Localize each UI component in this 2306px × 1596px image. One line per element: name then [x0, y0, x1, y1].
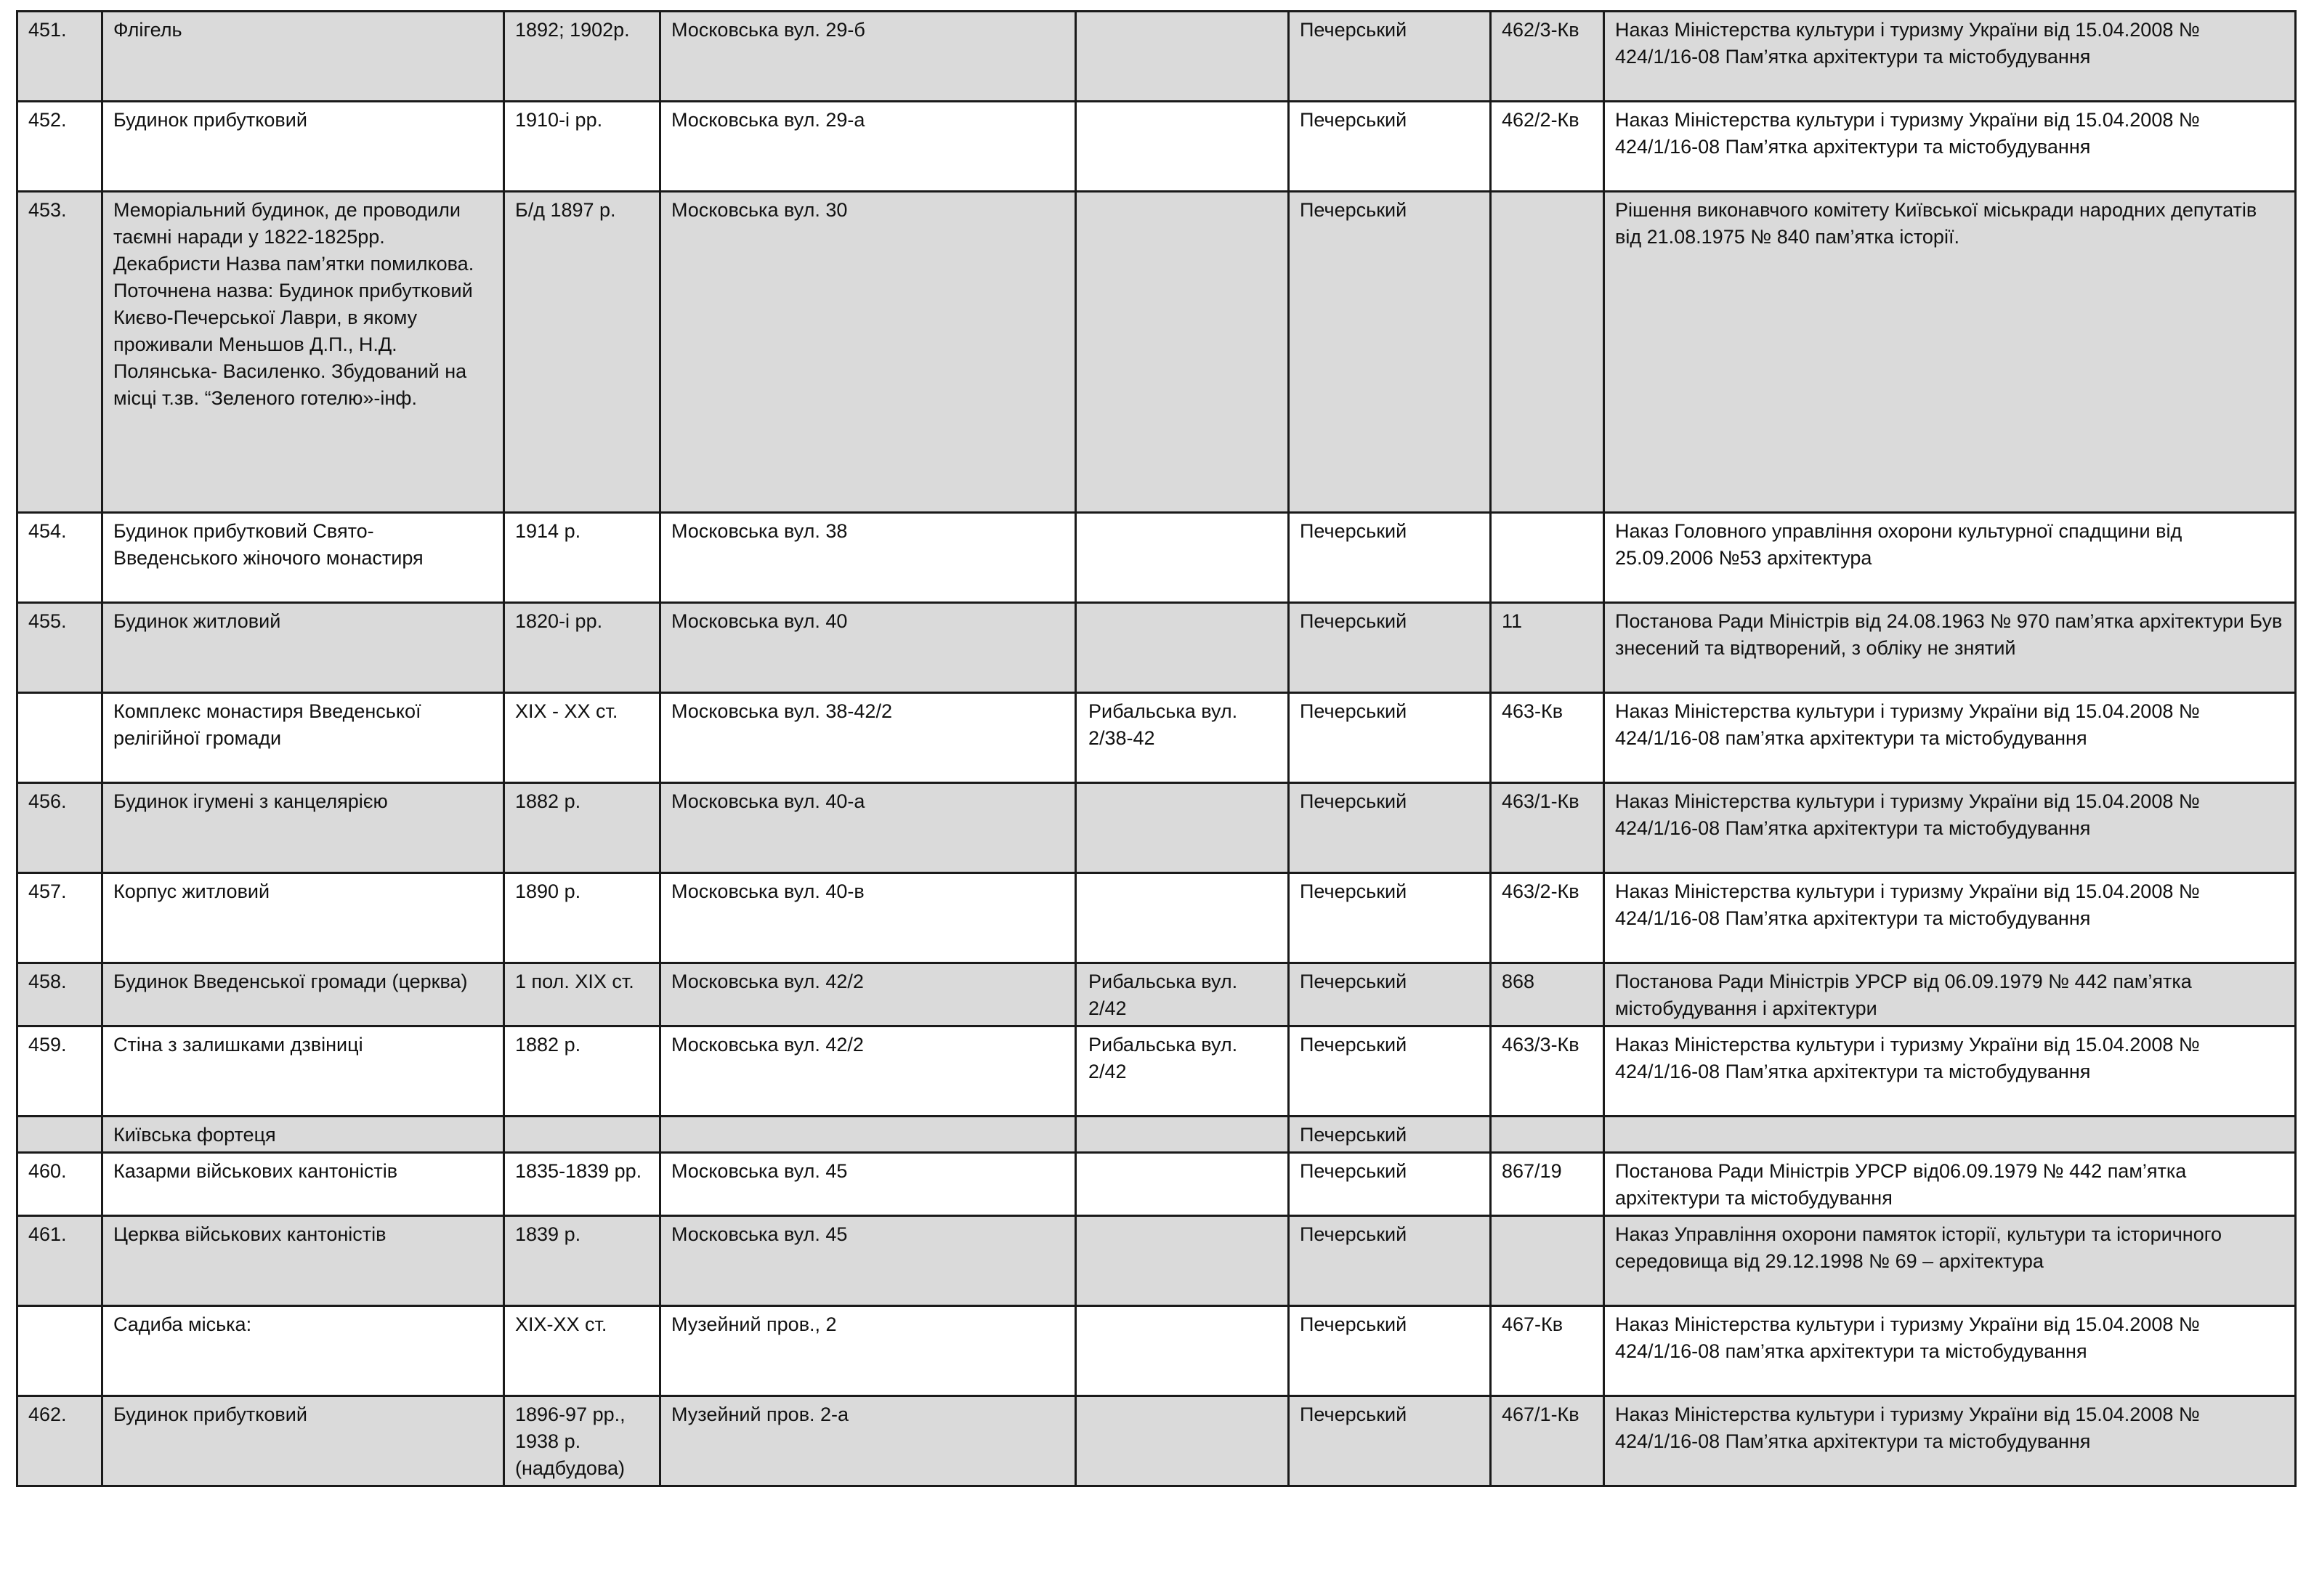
- cell-monument-name: Казарми військових кантоністів: [102, 1153, 504, 1216]
- cell-address-secondary: [1076, 1306, 1289, 1396]
- cell-number: [17, 1117, 102, 1153]
- cell-date: 1914 р.: [504, 513, 660, 603]
- cell-monument-name: Комплекс монастиря Введенської релігійної громади: [102, 693, 504, 783]
- cell-district: Печерський: [1289, 693, 1491, 783]
- cell-protection-document: Постанова Ради Міністрів УРСР від06.09.1979 № 442 пам’ятка архітектури та містобудування: [1604, 1153, 2296, 1216]
- cell-registry-code: 463-Кв: [1491, 693, 1604, 783]
- cell-district: Печерський: [1289, 1117, 1491, 1153]
- cell-number: [17, 1306, 102, 1396]
- table-row: [17, 192, 2296, 513]
- cell-number: 456.: [17, 783, 102, 873]
- cell-district: Печерський: [1289, 1026, 1491, 1117]
- cell-registry-code: [1491, 513, 1604, 603]
- cell-district: Печерський: [1289, 513, 1491, 603]
- cell-protection-document: Постанова Ради Міністрів від 24.08.1963 № 970 пам’ятка архітектури Був знесений та відтворений, з обліку не знятий: [1604, 603, 2296, 693]
- cell-number: [17, 693, 102, 783]
- cell-registry-code: 463/2-Кв: [1491, 873, 1604, 963]
- cell-date: 1820-і рр.: [504, 603, 660, 693]
- cell-district: Печерський: [1289, 12, 1491, 102]
- cell-protection-document: Наказ Міністерства культури і туризму України від 15.04.2008 № 424/1/16-08 пам’ятка архітектури та містобудування: [1604, 1306, 2296, 1396]
- cell-monument-name: Садиба міська:: [102, 1306, 504, 1396]
- table-row: [17, 102, 2296, 192]
- cell-address-secondary: [1076, 102, 1289, 192]
- cell-address-secondary: [1076, 603, 1289, 693]
- cell-address-secondary: [1076, 783, 1289, 873]
- cell-number: 462.: [17, 1396, 102, 1486]
- cell-district: Печерський: [1289, 1216, 1491, 1306]
- cell-address-secondary: Рибальська вул. 2/38-42: [1076, 693, 1289, 783]
- cell-district: Печерський: [1289, 102, 1491, 192]
- table-body: [17, 12, 2296, 1486]
- cell-district: Печерський: [1289, 1396, 1491, 1486]
- table-row: [17, 603, 2296, 693]
- cell-address-secondary: [1076, 1396, 1289, 1486]
- cell-address: Московська вул. 30: [660, 192, 1076, 513]
- table-row: [17, 1306, 2296, 1396]
- cell-address-secondary: [1076, 1216, 1289, 1306]
- cell-date: [504, 1117, 660, 1153]
- cell-monument-name: Будинок Введенської громади (церква): [102, 963, 504, 1026]
- cell-date: 1910-і рр.: [504, 102, 660, 192]
- cell-date: Б/д 1897 р.: [504, 192, 660, 513]
- cell-address: [660, 1117, 1076, 1153]
- cell-number: 454.: [17, 513, 102, 603]
- cell-registry-code: 868: [1491, 963, 1604, 1026]
- cell-protection-document: Наказ Управління охорони памяток історії, культури та історичного середовища від 29.12.1998 № 69 – архітектура: [1604, 1216, 2296, 1306]
- cell-district: Печерський: [1289, 963, 1491, 1026]
- cell-date: XIX-XX ст.: [504, 1306, 660, 1396]
- cell-monument-name: Корпус житловий: [102, 873, 504, 963]
- cell-number: 458.: [17, 963, 102, 1026]
- table-row: [17, 693, 2296, 783]
- cell-registry-code: [1491, 192, 1604, 513]
- cell-registry-code: [1491, 1216, 1604, 1306]
- cell-protection-document: Наказ Міністерства культури і туризму України від 15.04.2008 № 424/1/16-08 Пам’ятка архітектури та містобудування: [1604, 12, 2296, 102]
- cell-address-secondary: [1076, 1117, 1289, 1153]
- cell-district: Печерський: [1289, 603, 1491, 693]
- table-row: [17, 513, 2296, 603]
- cell-address: Московська вул. 38: [660, 513, 1076, 603]
- cell-protection-document: Наказ Міністерства культури і туризму України від 15.04.2008 № 424/1/16-08 Пам’ятка архітектури та містобудування: [1604, 1396, 2296, 1486]
- cell-date: XIX - XX ст.: [504, 693, 660, 783]
- cell-date: 1882 р.: [504, 1026, 660, 1117]
- cell-date: 1 пол. XIX ст.: [504, 963, 660, 1026]
- cell-registry-code: 867/19: [1491, 1153, 1604, 1216]
- cell-monument-name: Київська фортеця: [102, 1117, 504, 1153]
- cell-district: Печерський: [1289, 873, 1491, 963]
- cell-address: Музейний пров., 2: [660, 1306, 1076, 1396]
- cell-registry-code: 467-Кв: [1491, 1306, 1604, 1396]
- cell-address-secondary: Рибальська вул. 2/42: [1076, 1026, 1289, 1117]
- cell-protection-document: Наказ Міністерства культури і туризму України від 15.04.2008 № 424/1/16-08 Пам’ятка архітектури та містобудування: [1604, 102, 2296, 192]
- cell-monument-name: Будинок прибутковий: [102, 102, 504, 192]
- cell-registry-code: [1491, 1117, 1604, 1153]
- cell-address: Московська вул. 40-в: [660, 873, 1076, 963]
- cell-number: 451.: [17, 12, 102, 102]
- cell-date: 1839 р.: [504, 1216, 660, 1306]
- cell-monument-name: Будинок прибутковий: [102, 1396, 504, 1486]
- cell-protection-document: Наказ Міністерства культури і туризму України від 15.04.2008 № 424/1/16-08 пам’ятка архітектури та містобудування: [1604, 693, 2296, 783]
- cell-registry-code: 463/3-Кв: [1491, 1026, 1604, 1117]
- cell-district: Печерський: [1289, 1306, 1491, 1396]
- cell-protection-document: [1604, 1117, 2296, 1153]
- monuments-register-table: [16, 10, 2297, 1487]
- cell-address-secondary: [1076, 192, 1289, 513]
- cell-protection-document: Наказ Головного управління охорони культурної спадщини від 25.09.2006 №53 архітектура: [1604, 513, 2296, 603]
- cell-district: Печерський: [1289, 1153, 1491, 1216]
- cell-registry-code: 462/3-Кв: [1491, 12, 1604, 102]
- cell-number: 452.: [17, 102, 102, 192]
- cell-date: 1896-97 рр., 1938 р. (надбудова): [504, 1396, 660, 1486]
- cell-address: Московська вул. 42/2: [660, 963, 1076, 1026]
- cell-address: Московська вул. 45: [660, 1153, 1076, 1216]
- cell-protection-document: Рішення виконавчого комітету Київської міськради народних депутатів від 21.08.1975 № 840 пам’ятка історії.: [1604, 192, 2296, 513]
- cell-date: 1890 р.: [504, 873, 660, 963]
- cell-address-secondary: [1076, 873, 1289, 963]
- cell-number: 457.: [17, 873, 102, 963]
- cell-address-secondary: [1076, 513, 1289, 603]
- cell-monument-name: Флігель: [102, 12, 504, 102]
- cell-number: 455.: [17, 603, 102, 693]
- table-row: [17, 783, 2296, 873]
- cell-monument-name: Будинок ігумені з канцелярією: [102, 783, 504, 873]
- cell-district: Печерський: [1289, 783, 1491, 873]
- table-row: [17, 963, 2296, 1026]
- cell-number: 453.: [17, 192, 102, 513]
- cell-registry-code: 11: [1491, 603, 1604, 693]
- cell-monument-name: Церква військових кантоністів: [102, 1216, 504, 1306]
- table-row: [17, 1026, 2296, 1117]
- cell-monument-name: Будинок житловий: [102, 603, 504, 693]
- cell-number: 460.: [17, 1153, 102, 1216]
- cell-address: Московська вул. 45: [660, 1216, 1076, 1306]
- cell-address: Московська вул. 29-а: [660, 102, 1076, 192]
- cell-district: Печерський: [1289, 192, 1491, 513]
- cell-date: 1835-1839 рр.: [504, 1153, 660, 1216]
- cell-registry-code: 467/1-Кв: [1491, 1396, 1604, 1486]
- cell-protection-document: Наказ Міністерства культури і туризму України від 15.04.2008 № 424/1/16-08 Пам’ятка архітектури та містобудування: [1604, 873, 2296, 963]
- cell-monument-name: Будинок прибутковий Свято-Введенського жіночого монастиря: [102, 513, 504, 603]
- cell-address: Московська вул. 40-а: [660, 783, 1076, 873]
- cell-address: Музейний пров. 2-а: [660, 1396, 1076, 1486]
- cell-number: 461.: [17, 1216, 102, 1306]
- cell-monument-name: Меморіальний будинок, де проводили таємні наради у 1822-1825рр. Декабристи Назва пам’ятки помилкова. Поточнена назва: Будинок прибутковий Києво-Печерської Лаври, в якому проживали Меньшов Д.П., Н.Д. Полянська- Василенко. Збудований на місці т.зв. “Зеленого готелю»-інф.: [102, 192, 504, 513]
- cell-protection-document: Постанова Ради Міністрів УРСР від 06.09.1979 № 442 пам’ятка містобудування і архітектури: [1604, 963, 2296, 1026]
- cell-protection-document: Наказ Міністерства культури і туризму України від 15.04.2008 № 424/1/16-08 Пам’ятка архітектури та містобудування: [1604, 1026, 2296, 1117]
- cell-monument-name: Стіна з залишками дзвіниці: [102, 1026, 504, 1117]
- table-row: [17, 1153, 2296, 1216]
- table-row: [17, 12, 2296, 102]
- table-row: [17, 1117, 2296, 1153]
- cell-address: Московська вул. 42/2: [660, 1026, 1076, 1117]
- cell-date: 1892; 1902р.: [504, 12, 660, 102]
- cell-registry-code: 463/1-Кв: [1491, 783, 1604, 873]
- table-row: [17, 873, 2296, 963]
- cell-date: 1882 р.: [504, 783, 660, 873]
- cell-address-secondary: [1076, 12, 1289, 102]
- cell-registry-code: 462/2-Кв: [1491, 102, 1604, 192]
- cell-address: Московська вул. 40: [660, 603, 1076, 693]
- cell-address-secondary: Рибальська вул. 2/42: [1076, 963, 1289, 1026]
- cell-address: Московська вул. 38-42/2: [660, 693, 1076, 783]
- table-row: [17, 1216, 2296, 1306]
- cell-address-secondary: [1076, 1153, 1289, 1216]
- table-row: [17, 1396, 2296, 1486]
- cell-address: Московська вул. 29-б: [660, 12, 1076, 102]
- cell-protection-document: Наказ Міністерства культури і туризму України від 15.04.2008 № 424/1/16-08 Пам’ятка архітектури та містобудування: [1604, 783, 2296, 873]
- cell-number: 459.: [17, 1026, 102, 1117]
